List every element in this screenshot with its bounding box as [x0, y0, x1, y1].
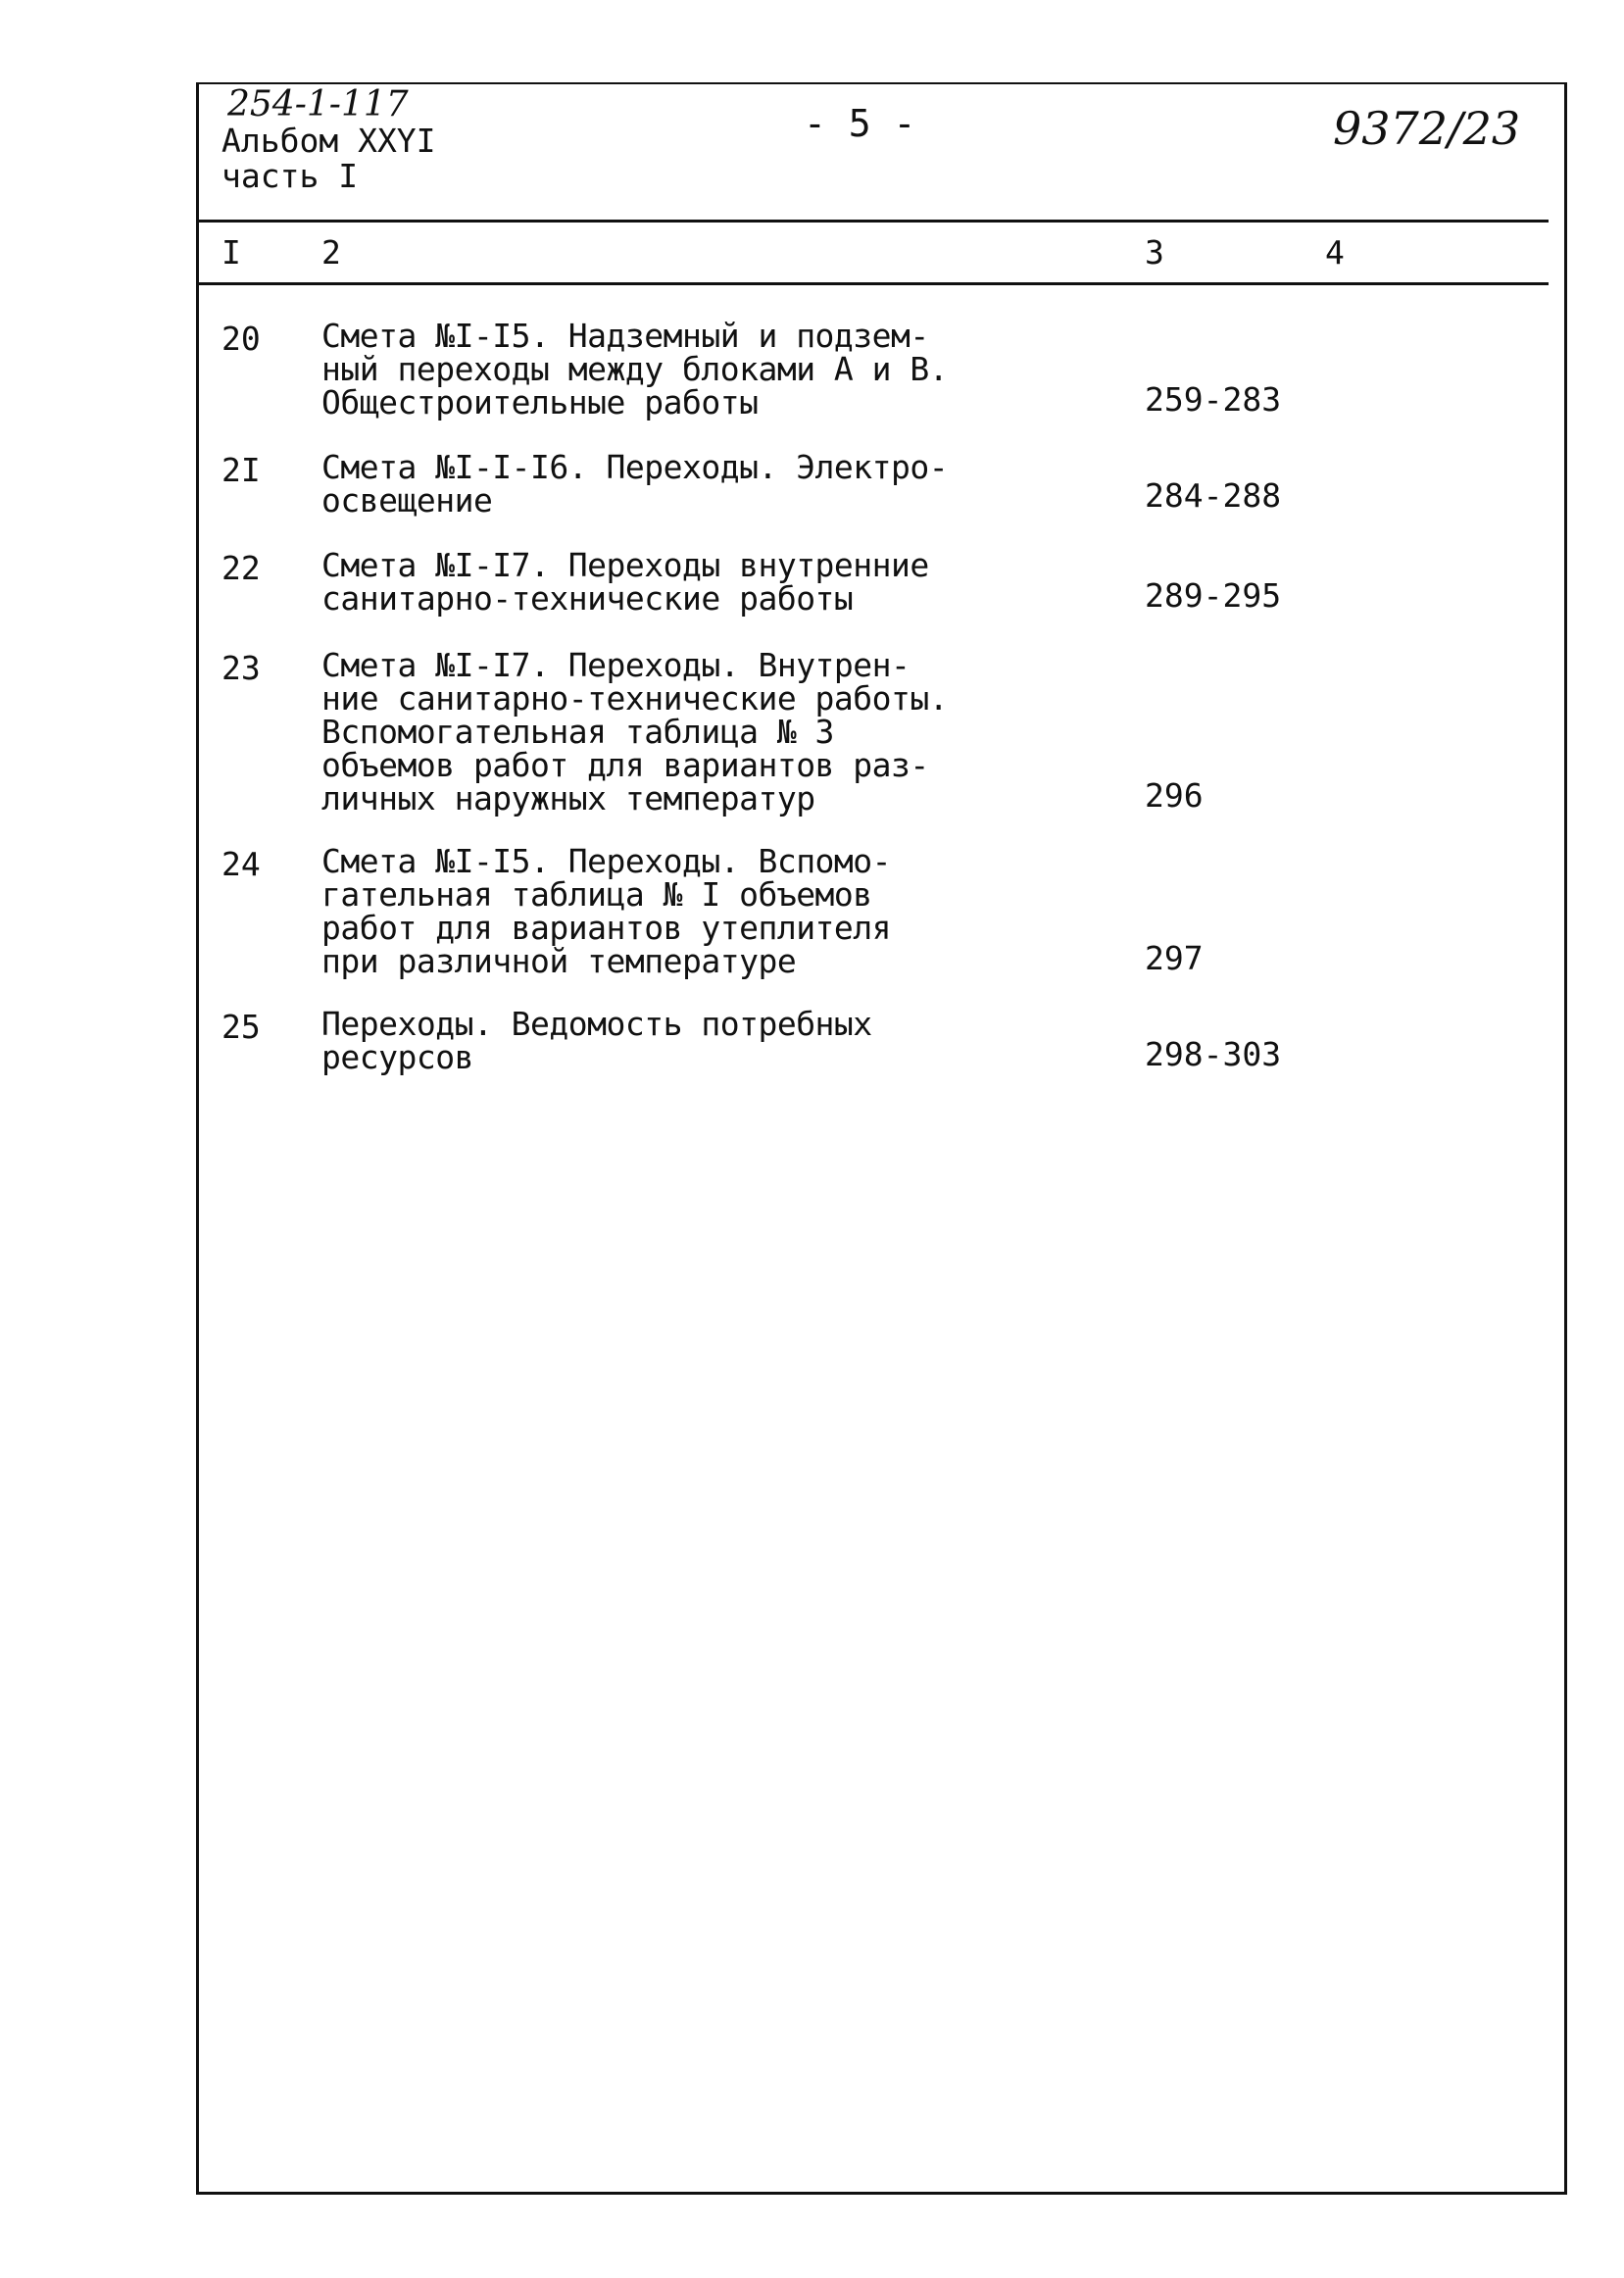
column-header-4: 4: [1325, 233, 1345, 272]
document-code: 254-1-117: [227, 84, 409, 124]
row-pages: 298-303: [1145, 1035, 1282, 1073]
row-number: 2I: [221, 451, 261, 489]
sheet-number: 9372/23: [1333, 102, 1521, 155]
row-pages: 289-295: [1145, 576, 1282, 615]
row-number: 20: [221, 320, 261, 358]
column-header-3: 3: [1145, 233, 1164, 272]
row-pages: 297: [1145, 939, 1204, 977]
row-number: 25: [221, 1008, 261, 1046]
row-text: Смета №I-I7. Переходы внутренние санитарно-технические работы: [321, 546, 929, 618]
row-text: Смета №I-I5. Надземный и подзем- ный переходы между блоками А и В. Общестроительные работы: [321, 317, 949, 421]
part-label: часть I: [221, 157, 359, 195]
row-pages: 296: [1145, 776, 1204, 815]
row-text: Смета №I-I7. Переходы. Внутрен- ние санитарно-технические работы. Вспомогательная таблица № 3 объемов работ для вариантов раз- личных наружных температур: [321, 646, 949, 817]
row-text: Смета №I-I5. Переходы. Вспомо- гательная таблица № I объемов работ для вариантов утеплителя при различной температуре: [321, 842, 892, 980]
column-header-1: I: [221, 233, 241, 272]
album-label: Альбом XXYI: [221, 122, 436, 160]
column-header-2: 2: [321, 233, 341, 272]
table-header-rule: [196, 282, 1549, 285]
row-pages: 259-283: [1145, 380, 1282, 419]
row-text: Смета №I-I-I6. Переходы. Электро- освещение: [321, 448, 949, 520]
page-number: - 5 -: [804, 102, 916, 145]
row-number: 22: [221, 549, 261, 587]
table-top-rule: [196, 220, 1549, 223]
row-number: 23: [221, 649, 261, 687]
row-pages: 284-288: [1145, 476, 1282, 515]
row-number: 24: [221, 845, 261, 883]
row-text: Переходы. Ведомость потребных ресурсов: [321, 1005, 872, 1076]
